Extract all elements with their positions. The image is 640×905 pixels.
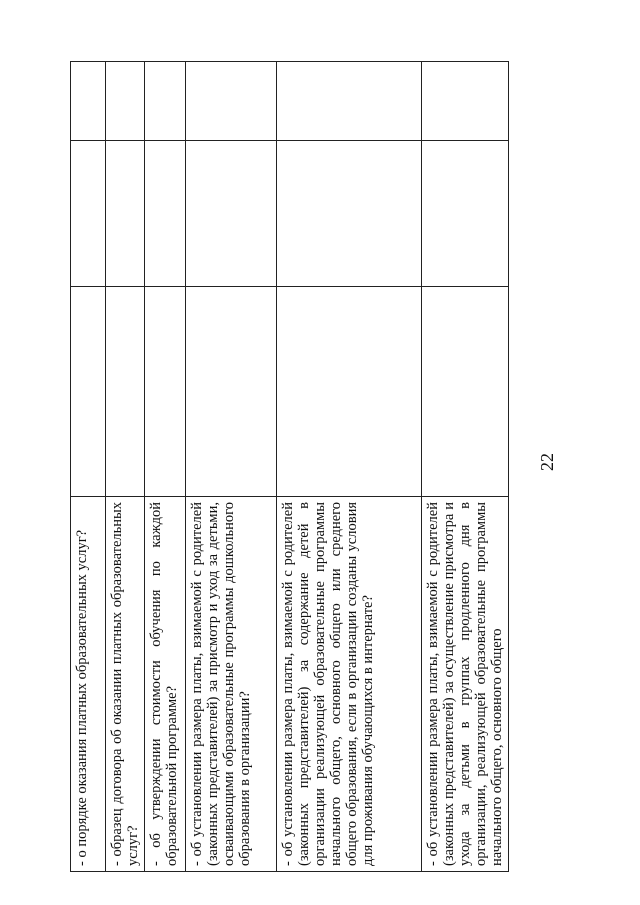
empty-cell: [277, 62, 422, 141]
question-cell: - об установлении размера платы, взимаемой с родителей (законных представителей) за осуществление присмотра и ухода за детьми в группах продленного дня в организации, реализующей образовательные программы начального общего, основного общего: [422, 497, 509, 872]
empty-cell: [106, 62, 145, 141]
empty-cell: [186, 287, 277, 497]
empty-cell: [71, 287, 106, 497]
empty-cell: [422, 141, 509, 287]
table-row: [186, 62, 277, 872]
empty-cell: [145, 287, 186, 497]
empty-cell: [106, 287, 145, 497]
table-row: [145, 62, 186, 872]
page-number: 22: [537, 453, 557, 471]
table-row: [422, 62, 509, 872]
question-cell: - об установлении размера платы, взимаемой с родителей (законных представителей) за содержание детей в организации реализующей образовательные программы начального общего, основного общего или среднего общего образования, если в организации созданы условия для проживания обучающихся в интернате?: [277, 497, 422, 872]
checklist-table: [70, 61, 509, 872]
empty-cell: [106, 141, 145, 287]
empty-cell: [422, 287, 509, 497]
table-row: [106, 62, 145, 872]
question-cell: - об установлении размера платы, взимаемой с родителей (законных представителей) за присмотр и уход за детьми, осваивающими образовательные программы дошкольного образования в организации?: [186, 497, 277, 872]
empty-cell: [186, 62, 277, 141]
empty-cell: [71, 62, 106, 141]
table-row: [71, 62, 106, 872]
empty-cell: [422, 62, 509, 141]
empty-cell: [277, 141, 422, 287]
empty-cell: [145, 62, 186, 141]
question-cell: - об утверждении стоимости обучения по каждой образовательной программе?: [145, 497, 186, 872]
empty-cell: [71, 141, 106, 287]
empty-cell: [186, 141, 277, 287]
empty-cell: [277, 287, 422, 497]
question-cell: - образец договора об оказании платных образовательных услуг?: [106, 497, 145, 872]
empty-cell: [145, 141, 186, 287]
question-cell: - о порядке оказания платных образовательных услуг?: [71, 497, 106, 872]
rotated-table-sheet: [70, 62, 505, 872]
table-row: [277, 62, 422, 872]
